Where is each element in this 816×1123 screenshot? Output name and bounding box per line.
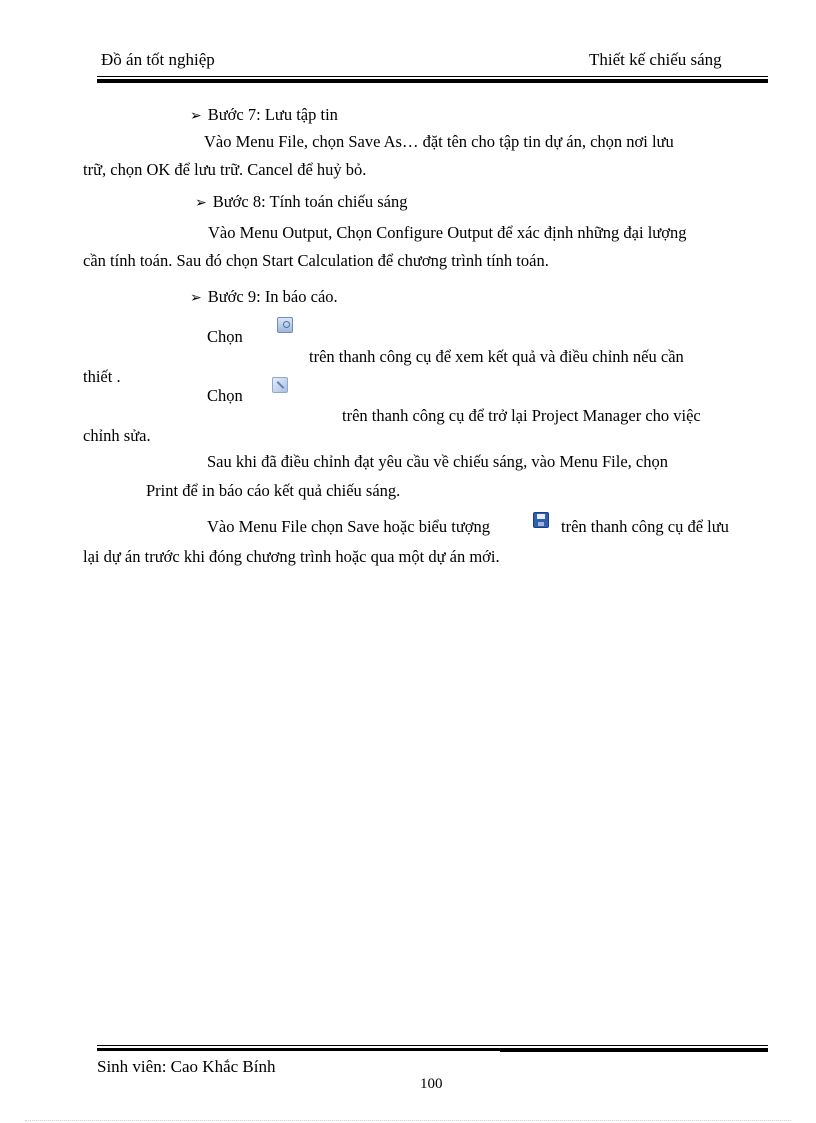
step-7-line-1: Vào Menu File, chọn Save As… đặt tên cho tập tin dự án, chọn nơi lưu [204, 132, 674, 151]
step-8-line-2: cần tính toán. Sau đó chọn Start Calculation để chương trình tính toán. [83, 251, 549, 270]
arrow-bullet-icon: ➢ [190, 109, 202, 124]
step-7-title: ➢ Bước 7: Lưu tập tin [190, 105, 338, 124]
step-8-title: ➢ Bước 8: Tính toán chiếu sáng [195, 192, 408, 211]
after-adjust-line-2: Print để in báo cáo kết quả chiếu sáng. [146, 481, 401, 500]
arrow-bullet-icon: ➢ [190, 291, 202, 306]
step-8-line-1: Vào Menu Output, Chọn Configure Output để xác định những đại lượng [208, 223, 687, 242]
page-bottom-divider [25, 1120, 791, 1121]
chon-manager-cont: chỉnh sửa. [83, 426, 151, 445]
footer-rule-right [500, 1048, 768, 1052]
chon-manager-label: Chọn [207, 386, 243, 405]
page-number: 100 [420, 1076, 443, 1092]
save-line-1-part-2: trên thanh công cụ để lưu [561, 517, 729, 536]
footer-student-name: Sinh viên: Cao Khắc Bính [97, 1057, 276, 1076]
header-rule-thin [97, 76, 768, 77]
save-line-2: lại dự án trước khi đóng chương trình hoặc qua một dự án mới. [83, 547, 500, 566]
chon-preview-text: trên thanh công cụ để xem kết quả và điều chỉnh nếu cần [309, 347, 684, 366]
save-disk-icon [533, 512, 549, 528]
step-9-title: ➢ Bước 9: In báo cáo. [190, 287, 338, 306]
footer-rule-left [97, 1048, 500, 1051]
arrow-bullet-icon: ➢ [195, 196, 207, 211]
print-preview-icon [277, 317, 293, 333]
header-rule-thick [97, 79, 768, 83]
chon-preview-cont: thiết . [83, 367, 121, 386]
save-line-1-part-1: Vào Menu File chọn Save hoặc biểu tượng [207, 517, 490, 536]
project-manager-icon [272, 377, 288, 393]
header-right-title: Thiết kế chiếu sáng [589, 50, 722, 69]
step-7-line-2: trữ, chọn OK để lưu trữ. Cancel để huỷ bỏ. [83, 160, 367, 179]
after-adjust-line-1: Sau khi đã điều chỉnh đạt yêu cầu về chiếu sáng, vào Menu File, chọn [207, 452, 668, 471]
header-left-title: Đồ án tốt nghiệp [101, 50, 215, 69]
footer-rule-thin [97, 1045, 768, 1046]
chon-preview-label: Chọn [207, 327, 243, 346]
chon-manager-text: trên thanh công cụ để trở lại Project Manager cho việc [342, 406, 701, 425]
